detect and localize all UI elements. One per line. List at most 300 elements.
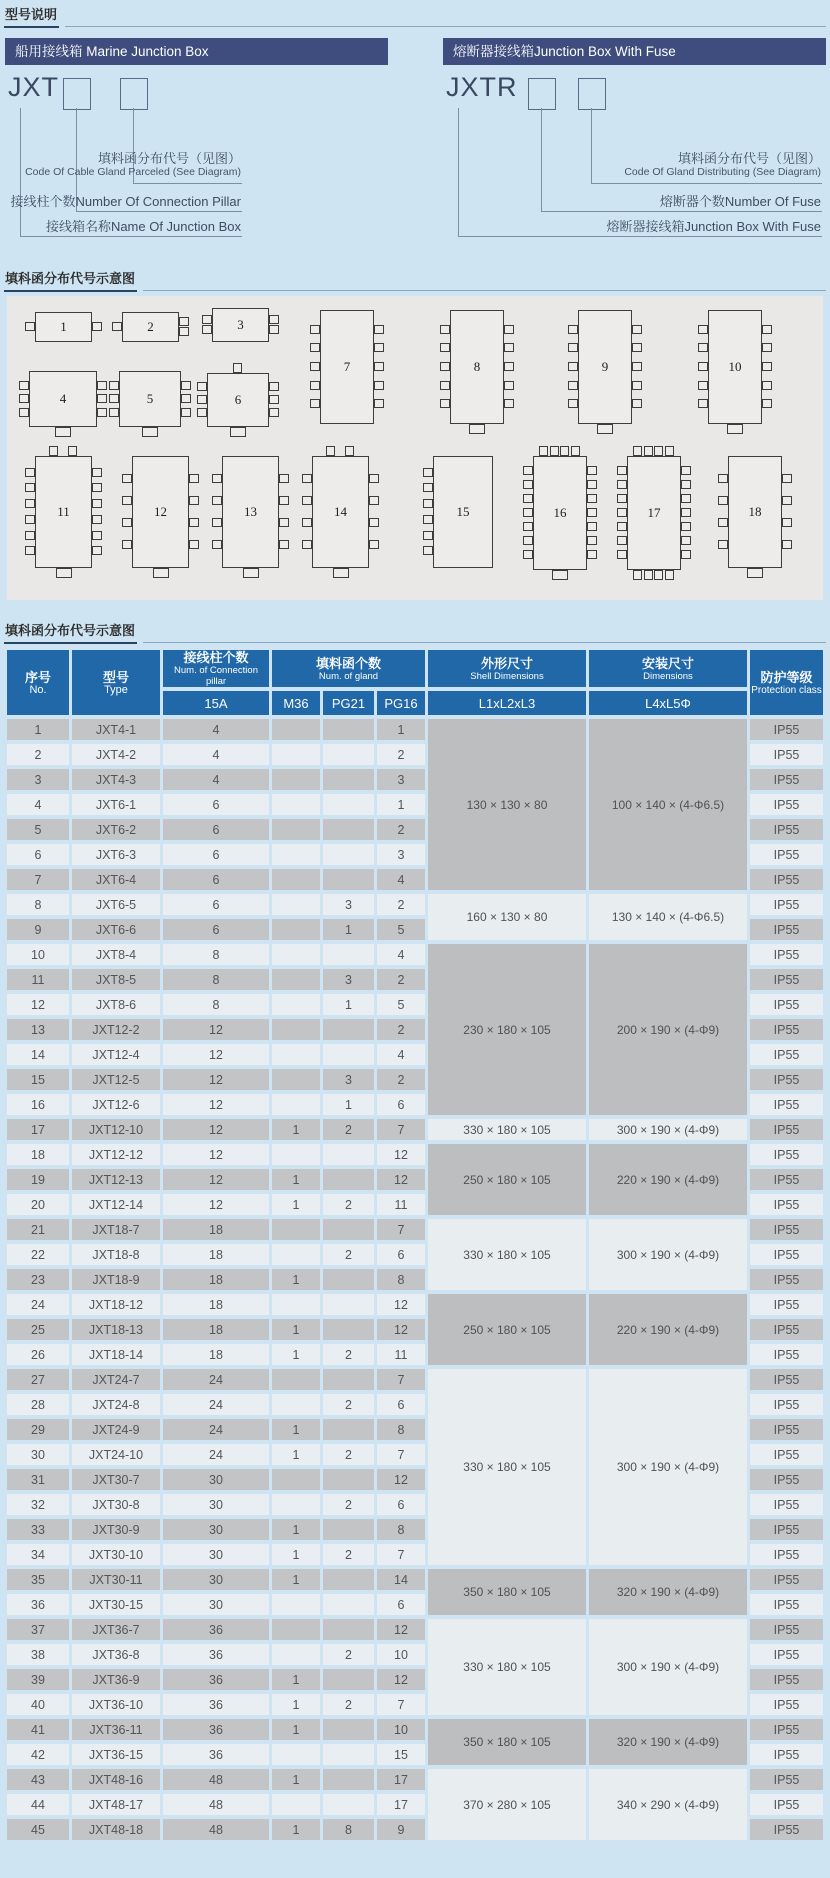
cell-shell-dimensions: 130 × 130 × 80 (428, 719, 586, 890)
gland-tab (92, 483, 102, 492)
cell-pg21 (323, 1044, 374, 1065)
gland-layout-box-9 (578, 310, 632, 424)
spec-table-section-title (4, 620, 826, 644)
cell-pg16: 6 (377, 1094, 425, 1115)
code-box-1 (63, 78, 91, 110)
gland-tab (92, 531, 102, 540)
specification-table (4, 646, 826, 1844)
cell-no: 26 (7, 1344, 69, 1365)
gland-tab (202, 315, 212, 324)
gland-tab (440, 325, 450, 334)
cell-15a: 6 (163, 919, 269, 940)
gland-tab (122, 474, 132, 483)
cell-no: 11 (7, 969, 69, 990)
cell-type: JXT24-9 (72, 1419, 160, 1440)
cell-pg16: 12 (377, 1294, 425, 1315)
cell-mount-dimensions: 340 × 290 × (4-Φ9) (589, 1769, 747, 1840)
cell-m36: 1 (272, 1119, 320, 1140)
cell-pg21 (323, 1794, 374, 1815)
cell-type: JXT12-6 (72, 1094, 160, 1115)
cell-pg16: 12 (377, 1319, 425, 1340)
gland-layout-box-12 (132, 456, 189, 568)
annotation-gland-code: 填料函分布代号（见图） Code Of Cable Gland Parceled (See Diagram) (25, 151, 241, 178)
cell-protection-class: IP55 (750, 1269, 823, 1290)
gland-tab (233, 363, 242, 373)
cell-15a: 36 (163, 1719, 269, 1740)
gland-tab (179, 327, 189, 336)
subheader-l4l5: L4xL5Φ (589, 691, 747, 715)
gland-tab (97, 394, 107, 403)
cell-pg16: 8 (377, 1519, 425, 1540)
cell-protection-class: IP55 (750, 1294, 823, 1315)
cell-pg21: 8 (323, 1819, 374, 1840)
fuse-junction-box-panel (443, 38, 826, 253)
cell-m36 (272, 944, 320, 965)
cell-pg21: 2 (323, 1394, 374, 1415)
cell-15a: 48 (163, 1794, 269, 1815)
cell-no: 14 (7, 1044, 69, 1065)
gland-layout-box-number: 10 (728, 359, 742, 374)
gland-tab (587, 536, 597, 545)
cell-protection-class: IP55 (750, 1744, 823, 1765)
cell-15a: 12 (163, 1019, 269, 1040)
cell-protection-class: IP55 (750, 1719, 823, 1740)
cell-m36 (272, 719, 320, 740)
gland-tab (326, 446, 335, 456)
cell-shell-dimensions: 160 × 130 × 80 (428, 894, 586, 940)
gland-tab (550, 446, 559, 456)
gland-tab (632, 362, 642, 371)
code-box-2 (578, 78, 606, 110)
gland-tab (681, 494, 691, 503)
cell-15a: 18 (163, 1219, 269, 1240)
cell-pg21: 1 (323, 1094, 374, 1115)
gland-tab (122, 540, 132, 549)
gland-tab (560, 446, 569, 456)
table-row (7, 894, 823, 915)
column-header-no: 序号 No. (7, 650, 69, 715)
gland-tab (369, 540, 379, 549)
cell-pg21: 1 (323, 994, 374, 1015)
cell-pg16: 1 (377, 719, 425, 740)
cell-pg16: 3 (377, 844, 425, 865)
cell-pg21 (323, 1169, 374, 1190)
cell-no: 13 (7, 1019, 69, 1040)
gland-tab (632, 325, 642, 334)
subheader-pg21: PG21 (323, 691, 374, 715)
cell-pg21 (323, 1619, 374, 1640)
cell-15a: 24 (163, 1419, 269, 1440)
cell-pg16: 7 (377, 1694, 425, 1715)
cell-no: 34 (7, 1544, 69, 1565)
cell-type: JXT8-6 (72, 994, 160, 1015)
cell-pg16: 12 (377, 1144, 425, 1165)
cell-pg16: 2 (377, 819, 425, 840)
gland-tab (782, 518, 792, 527)
cell-mount-dimensions: 200 × 190 × (4-Φ9) (589, 944, 747, 1115)
table-row (7, 1369, 823, 1390)
cell-pg16: 5 (377, 994, 425, 1015)
gland-tab (243, 568, 259, 578)
gland-tab (617, 550, 627, 559)
cell-protection-class: IP55 (750, 744, 823, 765)
cell-protection-class: IP55 (750, 1644, 823, 1665)
cell-pg21 (323, 1594, 374, 1615)
gland-tab (279, 540, 289, 549)
gland-tab (142, 427, 158, 437)
cell-type: JXT30-15 (72, 1594, 160, 1615)
cell-type: JXT18-14 (72, 1344, 160, 1365)
gland-tab (523, 508, 533, 517)
cell-no: 21 (7, 1219, 69, 1240)
cell-pg16: 12 (377, 1169, 425, 1190)
cell-protection-class: IP55 (750, 1069, 823, 1090)
cell-pg21 (323, 1744, 374, 1765)
gland-tab (617, 466, 627, 475)
cell-no: 30 (7, 1444, 69, 1465)
gland-layout-box-16 (533, 456, 587, 570)
cell-pg16: 6 (377, 1594, 425, 1615)
gland-tab (568, 343, 578, 352)
cell-m36: 1 (272, 1719, 320, 1740)
cell-no: 16 (7, 1094, 69, 1115)
cell-no: 12 (7, 994, 69, 1015)
cell-no: 33 (7, 1519, 69, 1540)
gland-tab (617, 508, 627, 517)
cell-pg21 (323, 819, 374, 840)
column-header-mount-dimensions: 安装尺寸 Dimensions (589, 650, 747, 687)
annotation-box-name: 熔断器接线箱Junction Box With Fuse (606, 219, 821, 234)
gland-tab (523, 536, 533, 545)
cell-pg21: 3 (323, 894, 374, 915)
cell-protection-class: IP55 (750, 1244, 823, 1265)
cell-protection-class: IP55 (750, 1394, 823, 1415)
cell-m36 (272, 1594, 320, 1615)
gland-layout-box-2 (122, 312, 179, 342)
gland-tab (617, 522, 627, 531)
cell-type: JXT36-10 (72, 1694, 160, 1715)
gland-tab (568, 399, 578, 408)
cell-shell-dimensions: 330 × 180 × 105 (428, 1119, 586, 1140)
gland-tab (423, 499, 433, 508)
cell-pg21 (323, 1669, 374, 1690)
cell-type: JXT4-2 (72, 744, 160, 765)
cell-protection-class: IP55 (750, 919, 823, 940)
cell-m36: 1 (272, 1544, 320, 1565)
cell-mount-dimensions: 100 × 140 × (4-Φ6.5) (589, 719, 747, 890)
cell-type: JXT48-18 (72, 1819, 160, 1840)
cell-15a: 36 (163, 1694, 269, 1715)
cell-shell-dimensions: 330 × 180 × 105 (428, 1619, 586, 1715)
cell-15a: 36 (163, 1744, 269, 1765)
cell-pg21: 2 (323, 1694, 374, 1715)
cell-pg21 (323, 1269, 374, 1290)
gland-tab (587, 466, 597, 475)
gland-tab (633, 446, 642, 456)
section-title-rule (143, 290, 826, 291)
cell-type: JXT24-10 (72, 1444, 160, 1465)
cell-type: JXT8-5 (72, 969, 160, 990)
cell-pg16: 1 (377, 794, 425, 815)
subheader-m36: M36 (272, 691, 320, 715)
gland-tab (56, 568, 72, 578)
cell-pg16: 4 (377, 869, 425, 890)
gland-tab (644, 446, 653, 456)
table-row (7, 1119, 823, 1140)
cell-no: 22 (7, 1244, 69, 1265)
cell-pg21 (323, 1519, 374, 1540)
gland-tab (25, 322, 35, 331)
panel-title-bar: 船用接线箱 Marine Junction Box (5, 38, 388, 65)
cell-no: 2 (7, 744, 69, 765)
gland-tab (523, 480, 533, 489)
gland-tab (587, 550, 597, 559)
gland-tab (97, 381, 107, 390)
gland-tab (681, 522, 691, 531)
annotation-pillar-count: 接线柱个数Number Of Connection Pillar (10, 194, 241, 209)
cell-mount-dimensions: 320 × 190 × (4-Φ9) (589, 1569, 747, 1615)
cell-type: JXT30-9 (72, 1519, 160, 1540)
cell-15a: 4 (163, 719, 269, 740)
cell-pg21: 2 (323, 1644, 374, 1665)
gland-tab (269, 382, 279, 391)
gland-tab (587, 494, 597, 503)
gland-tab (181, 381, 191, 390)
annotation-fuse-count: 熔断器个数Number Of Fuse (659, 194, 821, 209)
cell-15a: 6 (163, 794, 269, 815)
cell-15a: 30 (163, 1519, 269, 1540)
cell-protection-class: IP55 (750, 1094, 823, 1115)
annotation-box-name: 接线箱名称Name Of Junction Box (45, 219, 241, 234)
cell-shell-dimensions: 230 × 180 × 105 (428, 944, 586, 1115)
gland-layout-box-6 (207, 373, 269, 427)
gland-tab (571, 446, 580, 456)
cell-pg16: 8 (377, 1269, 425, 1290)
gland-tab (374, 399, 384, 408)
cell-mount-dimensions: 220 × 190 × (4-Φ9) (589, 1144, 747, 1215)
cell-pg16: 9 (377, 1819, 425, 1840)
gland-layout-box-13 (222, 456, 279, 568)
model-code-jxtr: JXTR (446, 72, 518, 102)
cell-pg16: 17 (377, 1769, 425, 1790)
cell-no: 41 (7, 1719, 69, 1740)
cell-pg16: 7 (377, 1119, 425, 1140)
cell-type: JXT12-12 (72, 1144, 160, 1165)
gland-tab (97, 408, 107, 417)
cell-15a: 12 (163, 1069, 269, 1090)
gland-tab (504, 399, 514, 408)
cell-pg21 (323, 1144, 374, 1165)
cell-type: JXT6-4 (72, 869, 160, 890)
cell-m36 (272, 1019, 320, 1040)
gland-tab (68, 446, 77, 456)
cell-no: 27 (7, 1369, 69, 1390)
gland-tab (654, 570, 663, 580)
column-header-type: 型号 Type (72, 650, 160, 715)
gland-tab (179, 317, 189, 326)
cell-protection-class: IP55 (750, 769, 823, 790)
panel-title-bar: 熔断器接线箱Junction Box With Fuse (443, 38, 826, 65)
cell-protection-class: IP55 (750, 1794, 823, 1815)
cell-pg21 (323, 719, 374, 740)
gland-tab (718, 540, 728, 549)
cell-15a: 30 (163, 1569, 269, 1590)
cell-no: 28 (7, 1394, 69, 1415)
cell-15a: 4 (163, 769, 269, 790)
cell-mount-dimensions: 300 × 190 × (4-Φ9) (589, 1619, 747, 1715)
gland-tab (423, 531, 433, 540)
cell-15a: 12 (163, 1144, 269, 1165)
cell-m36: 1 (272, 1169, 320, 1190)
gland-tab (617, 480, 627, 489)
gland-tab (423, 515, 433, 524)
cell-15a: 12 (163, 1094, 269, 1115)
cell-pg21 (323, 1294, 374, 1315)
gland-layout-box-5 (119, 371, 181, 427)
cell-no: 23 (7, 1269, 69, 1290)
column-header-gland-count: 填料函个数 Num. of gland (272, 650, 425, 687)
cell-no: 38 (7, 1644, 69, 1665)
cell-pg21 (323, 744, 374, 765)
gland-tab (279, 474, 289, 483)
gland-tab (92, 322, 102, 331)
cell-15a: 12 (163, 1169, 269, 1190)
gland-tab (92, 515, 102, 524)
cell-m36 (272, 1094, 320, 1115)
cell-type: JXT4-1 (72, 719, 160, 740)
gland-layout-box-3 (212, 308, 269, 342)
cell-no: 7 (7, 869, 69, 890)
cell-type: JXT12-10 (72, 1119, 160, 1140)
cell-protection-class: IP55 (750, 1494, 823, 1515)
gland-tab (310, 399, 320, 408)
gland-layout-box-number: 11 (57, 504, 70, 519)
cell-15a: 18 (163, 1294, 269, 1315)
cell-pg21 (323, 1719, 374, 1740)
gland-tab (440, 343, 450, 352)
cell-type: JXT12-13 (72, 1169, 160, 1190)
cell-no: 1 (7, 719, 69, 740)
cell-pg16: 4 (377, 944, 425, 965)
cell-pg21: 1 (323, 919, 374, 940)
cell-15a: 8 (163, 969, 269, 990)
cell-protection-class: IP55 (750, 1444, 823, 1465)
gland-tab (568, 362, 578, 371)
cell-pg16: 7 (377, 1444, 425, 1465)
cell-protection-class: IP55 (750, 1519, 823, 1540)
cell-protection-class: IP55 (750, 869, 823, 890)
cell-m36: 1 (272, 1819, 320, 1840)
cell-protection-class: IP55 (750, 1319, 823, 1340)
gland-tab (568, 325, 578, 334)
gland-tab (632, 381, 642, 390)
gland-tab (374, 362, 384, 371)
cell-mount-dimensions: 220 × 190 × (4-Φ9) (589, 1294, 747, 1365)
cell-15a: 4 (163, 744, 269, 765)
cell-protection-class: IP55 (750, 1619, 823, 1640)
gland-tab (333, 568, 349, 578)
gland-tab (440, 381, 450, 390)
cell-no: 9 (7, 919, 69, 940)
gland-tab (197, 408, 207, 417)
gland-layout-box-number: 12 (154, 504, 167, 519)
gland-layout-box-number: 4 (59, 391, 67, 406)
cell-m36 (272, 794, 320, 815)
cell-m36: 1 (272, 1444, 320, 1465)
cell-protection-class: IP55 (750, 1569, 823, 1590)
cell-protection-class: IP55 (750, 1044, 823, 1065)
gland-layout-box-10 (708, 310, 762, 424)
cell-15a: 36 (163, 1619, 269, 1640)
gland-tab (665, 570, 674, 580)
gland-tab (423, 468, 433, 477)
gland-tab (568, 381, 578, 390)
gland-tab (25, 546, 35, 555)
cell-pg21 (323, 944, 374, 965)
gland-tab (302, 518, 312, 527)
cell-protection-class: IP55 (750, 1369, 823, 1390)
gland-tab (423, 546, 433, 555)
cell-no: 18 (7, 1144, 69, 1165)
gland-tab (181, 408, 191, 417)
gland-layout-box-8 (450, 310, 504, 424)
gland-tab (698, 381, 708, 390)
cell-protection-class: IP55 (750, 944, 823, 965)
gland-tab (698, 399, 708, 408)
gland-tab (762, 381, 772, 390)
cell-15a: 6 (163, 819, 269, 840)
cell-type: JXT18-9 (72, 1269, 160, 1290)
gland-tab (440, 399, 450, 408)
cell-no: 43 (7, 1769, 69, 1790)
gland-tab (782, 496, 792, 505)
cell-no: 20 (7, 1194, 69, 1215)
cell-m36: 1 (272, 1519, 320, 1540)
cell-pg16: 2 (377, 1019, 425, 1040)
cell-pg16: 12 (377, 1469, 425, 1490)
gland-tab (681, 536, 691, 545)
cell-m36 (272, 844, 320, 865)
gland-tab (681, 466, 691, 475)
cell-no: 31 (7, 1469, 69, 1490)
gland-layout-box-number: 2 (147, 319, 154, 334)
gland-tab (633, 570, 642, 580)
gland-tab (539, 446, 548, 456)
cell-pg21 (323, 1469, 374, 1490)
gland-tab (698, 343, 708, 352)
cell-pg21 (323, 794, 374, 815)
gland-layout-box-15 (433, 456, 493, 568)
gland-tab (762, 362, 772, 371)
cell-pg21: 2 (323, 1244, 374, 1265)
gland-tab (345, 446, 354, 456)
cell-type: JXT6-2 (72, 819, 160, 840)
gland-tab (587, 508, 597, 517)
gland-layout-box-11 (35, 456, 92, 568)
gland-tab (109, 381, 119, 390)
subheader-l1l2l3: L1xL2xL3 (428, 691, 586, 715)
gland-layout-box-number: 8 (473, 359, 481, 374)
cell-15a: 24 (163, 1444, 269, 1465)
cell-pg21 (323, 769, 374, 790)
table-row (7, 1219, 823, 1240)
cell-m36 (272, 1469, 320, 1490)
subheader-pg16: PG16 (377, 691, 425, 715)
cell-no: 45 (7, 1819, 69, 1840)
gland-tab (469, 424, 485, 434)
cell-m36 (272, 1069, 320, 1090)
cell-15a: 12 (163, 1044, 269, 1065)
